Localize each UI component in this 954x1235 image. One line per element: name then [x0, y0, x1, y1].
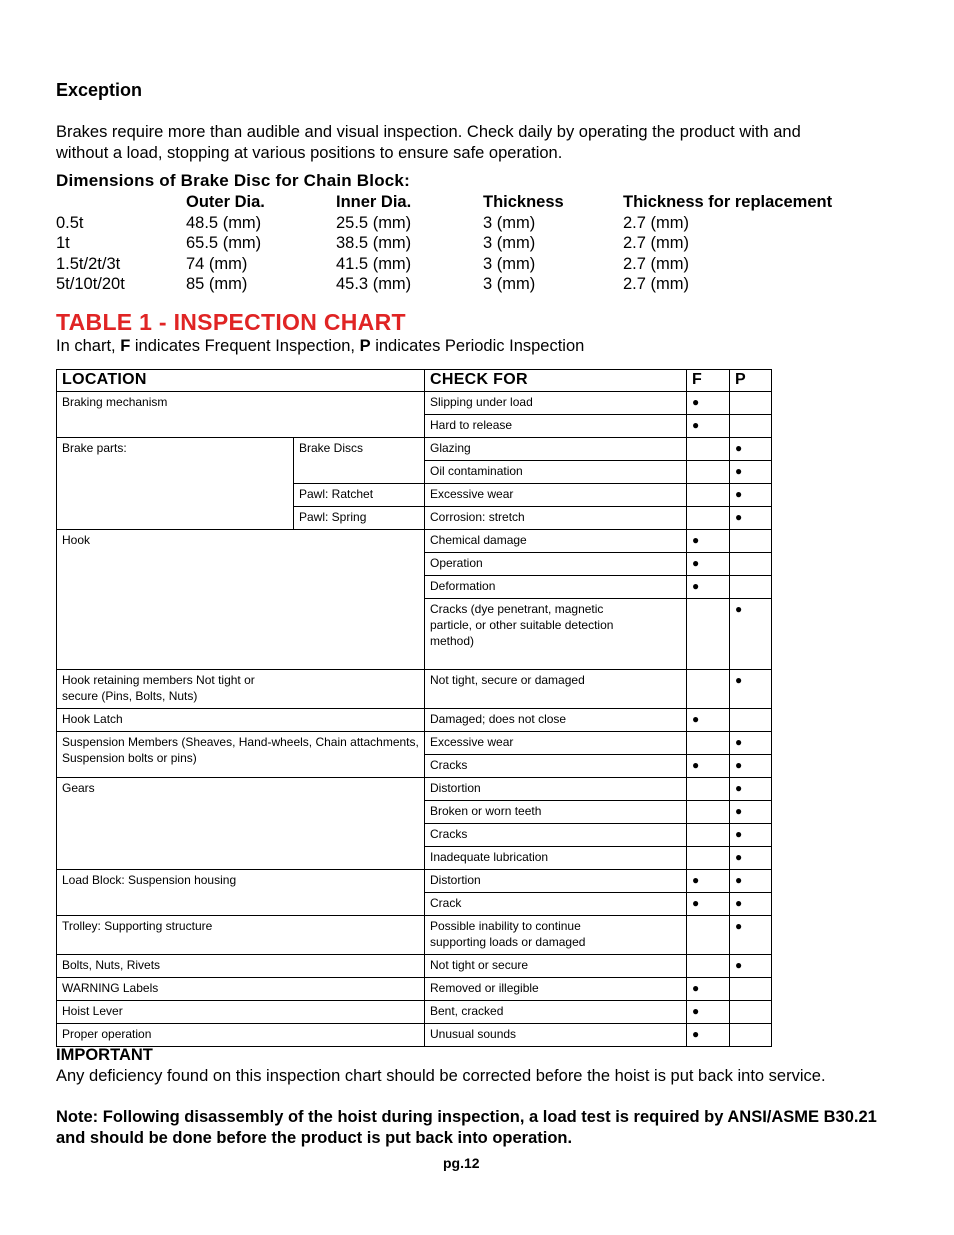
header-f: F [687, 370, 730, 392]
check-cell: Excessive wear [425, 484, 687, 507]
location-cell: Trolley: Supporting structure [57, 916, 425, 955]
f-mark [687, 599, 730, 670]
check-cell: Oil contamination [425, 461, 687, 484]
location-cell: Hoist Lever [57, 1001, 425, 1024]
location-cell: Hook Latch [57, 709, 425, 732]
exception-text: Brakes require more than audible and visual inspection. Check daily by operating the product with and without a load, stopping at various positions to ensure safe operation. [56, 123, 801, 162]
table-row [57, 955, 772, 978]
p-mark: ● [730, 801, 772, 824]
p-mark [730, 530, 772, 553]
f-mark: ● [687, 755, 730, 778]
f-mark [687, 438, 730, 461]
check-cell: Broken or worn teeth [425, 801, 687, 824]
table1-intro [56, 337, 584, 356]
check-cell: Hard to release [425, 415, 687, 438]
dim-cell: 2.7 (mm) [623, 213, 689, 232]
table-row [57, 1001, 772, 1024]
p-mark [730, 709, 772, 732]
location-cell: Gears [57, 778, 425, 870]
dim-header-thickness: Thickness [483, 193, 564, 211]
f-mark: ● [687, 553, 730, 576]
dim-cell: 74 (mm) [186, 254, 248, 273]
p-mark: ● [730, 599, 772, 670]
f-mark: ● [687, 978, 730, 1001]
table1-title: TABLE 1 - INSPECTION CHART [56, 309, 406, 335]
check-cell: Unusual sounds [425, 1024, 687, 1047]
f-mark: ● [687, 893, 730, 916]
check-cell: Cracks [425, 755, 687, 778]
load-test-note: Note: Following disassembly of the hoist during inspection, a load test is required by ANSI/ASME B30.21 and should be done before the product is put back into operation. [56, 1108, 877, 1147]
dimensions-title: Dimensions of Brake Disc for Chain Block: [56, 171, 410, 190]
dim-cell: 3 (mm) [483, 254, 536, 273]
intro-text: In chart, [56, 337, 121, 355]
dim-header-replacement: Thickness for replacement [623, 193, 833, 211]
check-cell: Corrosion: stretch [425, 507, 687, 530]
f-mark: ● [687, 530, 730, 553]
intro-text: indicates Frequent Inspection, [130, 337, 360, 355]
dim-cell: 85 (mm) [186, 275, 248, 293]
header-check-for: CHECK FOR [425, 370, 687, 392]
table-row [57, 670, 772, 709]
p-mark: ● [730, 824, 772, 847]
important-heading: IMPORTANT [56, 1046, 153, 1064]
dim-cell: 0.5t [56, 213, 84, 232]
f-mark: ● [687, 1024, 730, 1047]
exception-heading: Exception [56, 80, 143, 100]
check-cell: Excessive wear [425, 732, 687, 755]
table-header-row [57, 370, 772, 392]
inspection-table [56, 369, 772, 1047]
dim-cell: 45.3 (mm) [336, 275, 412, 293]
check-cell: Not tight, secure or damaged [425, 670, 687, 709]
table-row [57, 392, 772, 415]
check-cell: Crack [425, 893, 687, 916]
intro-p: P [359, 337, 371, 355]
f-mark [687, 507, 730, 530]
dim-header-outer: Outer Dia. [186, 193, 265, 211]
intro-text: indicates Periodic Inspection [370, 337, 585, 355]
dim-cell: 41.5 (mm) [336, 254, 412, 273]
table-row [57, 870, 772, 893]
p-mark: ● [730, 755, 772, 778]
f-mark [687, 670, 730, 709]
location-cell: Bolts, Nuts, Rivets [57, 955, 425, 978]
dim-cell: 25.5 (mm) [336, 213, 412, 232]
check-cell: Distortion [425, 870, 687, 893]
p-mark: ● [730, 916, 772, 955]
f-mark: ● [687, 576, 730, 599]
sublocation-cell: Pawl: Ratchet [294, 484, 425, 507]
important-text: Any deficiency found on this inspection chart should be corrected before the hoist is put back into service. [56, 1067, 826, 1085]
header-p: P [730, 370, 772, 392]
check-cell: Cracks [425, 824, 687, 847]
intro-f: F [120, 337, 131, 355]
p-mark: ● [730, 461, 772, 484]
check-cell: Glazing [425, 438, 687, 461]
p-mark: ● [730, 847, 772, 870]
dim-cell: 48.5 (mm) [186, 213, 262, 232]
dim-cell: 2.7 (mm) [623, 254, 689, 273]
p-mark: ● [730, 893, 772, 916]
check-cell: Cracks (dye penetrant, magnetic particle, or other suitable detection method) [425, 599, 687, 670]
dim-cell: 2.7 (mm) [623, 234, 689, 252]
dim-cell: 3 (mm) [483, 213, 536, 232]
check-cell: Slipping under load [425, 392, 687, 415]
location-cell: Brake parts: [57, 438, 294, 530]
dim-cell: 3 (mm) [483, 275, 536, 293]
f-mark [687, 824, 730, 847]
p-mark [730, 1001, 772, 1024]
check-cell: Removed or illegible [425, 978, 687, 1001]
dim-header-inner: Inner Dia. [336, 193, 412, 211]
table-row [57, 732, 772, 755]
location-cell: Hook [57, 530, 425, 670]
check-cell: Distortion [425, 778, 687, 801]
location-cell: Load Block: Suspension housing [57, 870, 425, 916]
dim-cell: 5t/10t/20t [56, 275, 125, 293]
location-cell: Braking mechanism [57, 392, 425, 438]
check-cell: Possible inability to continue supporting loads or damaged [425, 916, 687, 955]
table-row [57, 709, 772, 732]
f-mark: ● [687, 870, 730, 893]
p-mark: ● [730, 732, 772, 755]
page-number: pg.12 [443, 1155, 480, 1171]
f-mark [687, 916, 730, 955]
p-mark [730, 1024, 772, 1047]
p-mark [730, 392, 772, 415]
f-mark: ● [687, 709, 730, 732]
sublocation-cell: Brake Discs [294, 438, 425, 484]
location-cell: Hook retaining members Not tight or secure (Pins, Bolts, Nuts) [57, 670, 425, 709]
table-row [57, 1024, 772, 1047]
f-mark [687, 778, 730, 801]
f-mark [687, 801, 730, 824]
f-mark [687, 847, 730, 870]
p-mark: ● [730, 670, 772, 709]
table-row [57, 438, 772, 461]
p-mark: ● [730, 484, 772, 507]
location-cell: WARNING Labels [57, 978, 425, 1001]
location-cell: Proper operation [57, 1024, 425, 1047]
dim-cell: 1t [56, 234, 70, 252]
table-row [57, 916, 772, 955]
f-mark: ● [687, 392, 730, 415]
check-cell: Operation [425, 553, 687, 576]
check-cell: Inadequate lubrication [425, 847, 687, 870]
p-mark: ● [730, 438, 772, 461]
check-cell: Chemical damage [425, 530, 687, 553]
f-mark: ● [687, 415, 730, 438]
p-mark [730, 415, 772, 438]
header-location: LOCATION [57, 370, 425, 392]
table-row [57, 778, 772, 801]
f-mark: ● [687, 1001, 730, 1024]
f-mark [687, 461, 730, 484]
p-mark: ● [730, 778, 772, 801]
dim-cell: 2.7 (mm) [623, 275, 689, 293]
check-cell: Deformation [425, 576, 687, 599]
p-mark: ● [730, 955, 772, 978]
table-row [57, 530, 772, 553]
sublocation-cell: Pawl: Spring [294, 507, 425, 530]
p-mark: ● [730, 507, 772, 530]
check-cell: Not tight or secure [425, 955, 687, 978]
f-mark [687, 732, 730, 755]
check-cell: Bent, cracked [425, 1001, 687, 1024]
check-cell: Damaged; does not close [425, 709, 687, 732]
p-mark: ● [730, 870, 772, 893]
table-row [57, 978, 772, 1001]
dim-cell: 1.5t/2t/3t [56, 254, 121, 273]
f-mark [687, 484, 730, 507]
dim-cell: 38.5 (mm) [336, 234, 412, 252]
p-mark [730, 978, 772, 1001]
f-mark [687, 955, 730, 978]
location-cell: Suspension Members (Sheaves, Hand-wheels, Chain attachments, Suspension bolts or pins) [57, 732, 425, 778]
p-mark [730, 576, 772, 599]
dim-cell: 3 (mm) [483, 234, 536, 252]
dim-cell: 65.5 (mm) [186, 234, 262, 252]
p-mark [730, 553, 772, 576]
